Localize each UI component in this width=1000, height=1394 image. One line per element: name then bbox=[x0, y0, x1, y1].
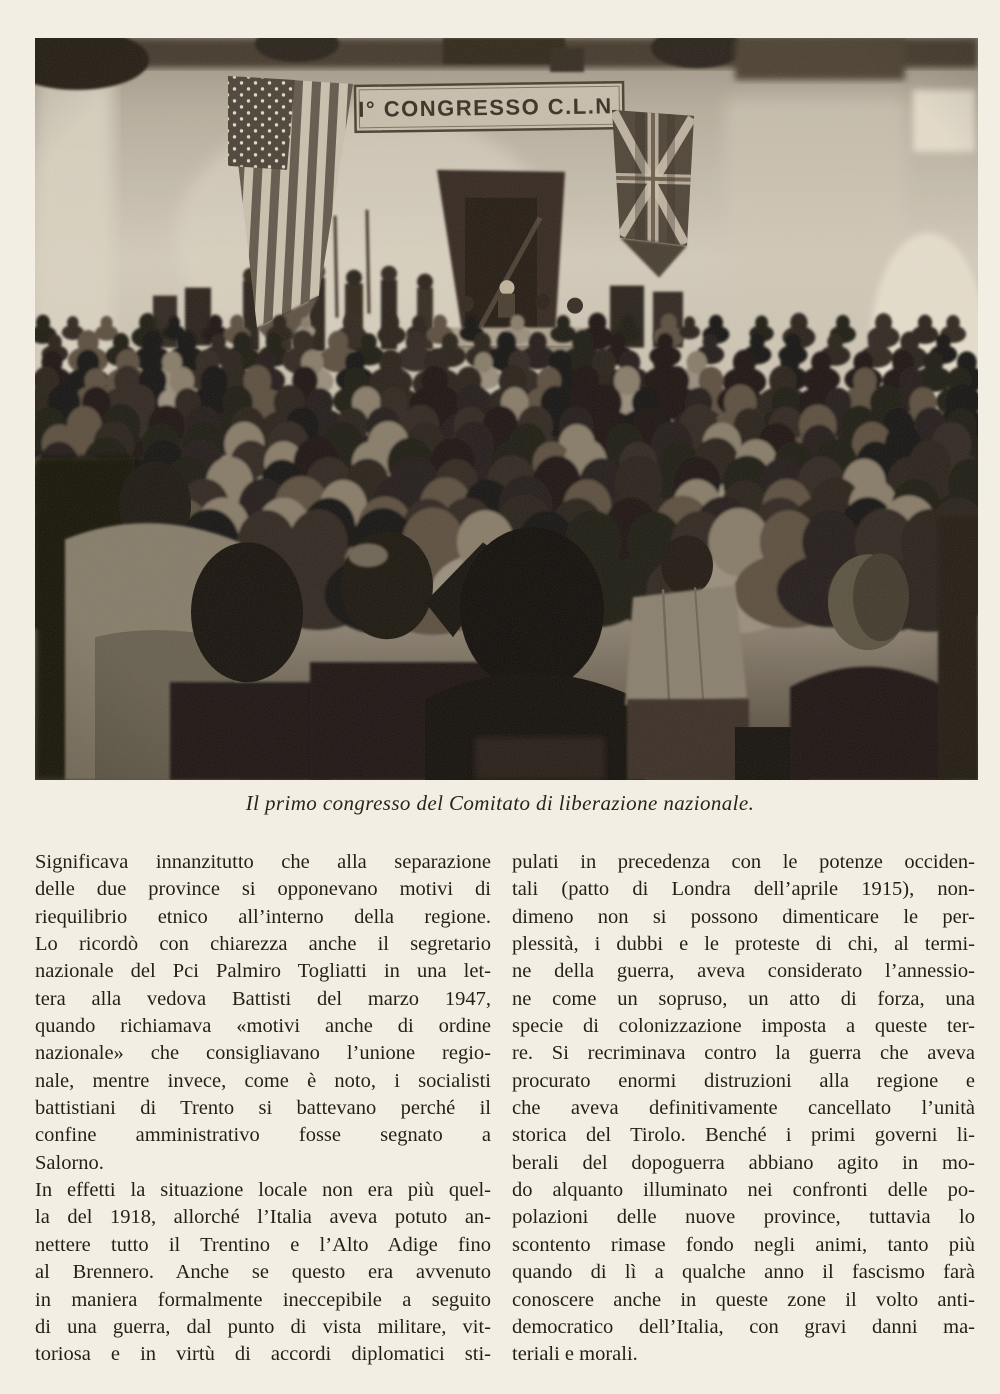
text-line: pulati in precedenza con le potenze occiden- bbox=[512, 851, 975, 873]
article-right-column bbox=[512, 849, 975, 1369]
text-line: In effetti la situazione locale non era più quel- bbox=[35, 1179, 491, 1202]
congress-photo bbox=[35, 38, 978, 780]
text-line: nazionale del Pci Palmiro Togliatti in una let- bbox=[35, 960, 491, 983]
text-line: confine amministrativo fosse segnato a bbox=[35, 1124, 491, 1147]
text-line: plessità, i dubbi e le proteste di chi, al termi- bbox=[512, 933, 975, 956]
text-line: procurato enormi distruzioni alla regione e bbox=[512, 1069, 975, 1092]
text-line: conoscere anche in queste zone il volto anti- bbox=[512, 1288, 975, 1311]
photo-illustration bbox=[35, 38, 978, 780]
text-line: riequilibrio etnico all’interno della regione. bbox=[35, 905, 491, 928]
text-line: la del 1918, allorché l’Italia aveva potuto an- bbox=[35, 1206, 491, 1229]
text-line: specie di colonizzazione imposta a queste ter- bbox=[512, 1015, 975, 1038]
text-line: ne come un sopruso, un atto di forza, una bbox=[512, 987, 975, 1010]
text-line: ne della guerra, aveva considerato l’annessio- bbox=[512, 960, 975, 983]
text-line: do alquanto illuminato nei confronti delle po- bbox=[512, 1179, 975, 1202]
text-line: polazioni delle nuove province, tuttavia lo bbox=[512, 1206, 975, 1229]
text-line: re. Si recriminava contro la guerra che aveva bbox=[512, 1042, 975, 1065]
text-line: quando richiamava «motivi anche di ordine bbox=[35, 1015, 491, 1038]
text-line: nale, mentre invece, come è noto, i socialisti bbox=[35, 1069, 491, 1092]
text-line: quando di lì a qualche anno il fascismo farà bbox=[512, 1261, 975, 1284]
text-line: Lo ricordò con chiarezza anche il segretario bbox=[35, 933, 491, 956]
text-line: nazionale» che consigliavano l’unione regio- bbox=[35, 1042, 491, 1065]
text-line: di una guerra, dal punto di vista militare, vit- bbox=[35, 1315, 491, 1338]
film-grain bbox=[35, 38, 978, 780]
text-line: battistiani di Trento si battevano perché il bbox=[35, 1097, 491, 1120]
text-line: Significava innanzitutto che alla separazione bbox=[35, 851, 491, 873]
photo-caption: Il primo congresso del Comitato di liberazione nazionale. bbox=[245, 791, 755, 815]
text-line: berali del dopoguerra abbiano agito in mo- bbox=[512, 1151, 975, 1174]
text-line: in maniera formalmente ineccepibile a seguito bbox=[35, 1288, 491, 1311]
text-line: scontento rimase fondo negli animi, tanto più bbox=[512, 1233, 975, 1256]
text-line: teriali e morali. bbox=[512, 1343, 638, 1366]
text-line: delle due province si opponevano motivi di bbox=[35, 878, 491, 901]
text-line: che aveva definitivamente cancellato l’unità bbox=[512, 1097, 975, 1120]
text-line: tera alla vedova Battisti del marzo 1947, bbox=[35, 987, 491, 1010]
text-line: tali (patto di Londra dell’aprile 1915), non- bbox=[512, 878, 975, 901]
text-line: democratico dell’Italia, con gravi danni ma- bbox=[512, 1315, 975, 1338]
text-line: nettere tutto il Trentino e l’Alto Adige fino bbox=[35, 1233, 491, 1256]
text-line: storica del Tirolo. Benché i primi governi li- bbox=[512, 1124, 975, 1147]
article-left-column bbox=[35, 849, 491, 1369]
text-line: dimeno non si possono dimenticare le per- bbox=[512, 905, 975, 928]
text-line: toriosa e in virtù di accordi diplomatici sti- bbox=[35, 1343, 491, 1366]
text-line: Salorno. bbox=[35, 1151, 104, 1174]
text-line: al Brennero. Anche se questo era avvenuto bbox=[35, 1261, 491, 1284]
